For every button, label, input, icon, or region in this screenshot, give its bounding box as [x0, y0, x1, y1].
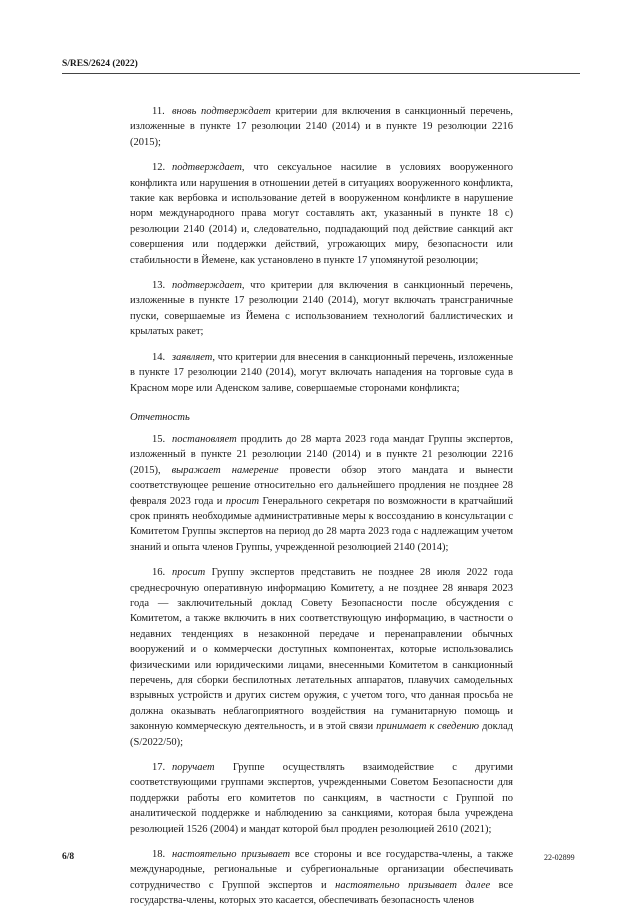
paragraph-11: 11. вновь подтверждает критерии для включения в санкционный перечень, изложенные в пункте 17 резолюции 2140 (2014) и в пункте 19 резолюции 2216 (2015);	[130, 106, 513, 148]
paragraph-13: 13. подтверждает, что критерии для включения в санкционный перечень, изложенные в пункте 17 резолюции 2140 (2014), могут включать трансграничные пуски, совершаемые из Йемена с использованием технологий баллистических и крылатых ракет;	[130, 280, 513, 338]
document-id: 22-02899	[544, 853, 575, 862]
document-code: S/RES/2624 (2022)	[62, 59, 138, 69]
paragraph-14: 14. заявляет, что критерии для внесения в санкционный перечень, изложенные в пункте 17 резолюции 2140 (2014), могут включать нападения на торговые суда в Красном море или Аденском заливе, совершаемые сторонами конфликта;	[130, 351, 513, 394]
page-number: 6/8	[62, 852, 75, 862]
paragraph-12: 12. подтверждает, что сексуальное насилие в условиях вооруженного конфликта или нарушения в отношении детей в ситуациях вооруженного конфликта, такие как вербовка и использование детей в вооруженном конфликте в нарушение норм международного права могут составлять акт, указанный в пункте 18 c) резолюции 2140 (2014) и, следовательно, подпадающий под действие санкций акт совершения или поддержки действий, угрожающих миру, безопасности или стабильности в Йемене, как установлено в пункте 17 упомянутой резолюции;	[130, 162, 513, 266]
header-divider	[62, 73, 580, 74]
section-heading: Отчетность	[130, 411, 190, 423]
paragraph-18: 18. настоятельно призывает все стороны и все государства-члены, а также международные, региональные и субрегиональные организации обеспечивать сотрудничество с Группой экспертов и настоятельно призывает далее все государства-члены, которых это касается, обеспечивать безопасность членов	[130, 849, 514, 907]
paragraph-16: 16. просит Группу экспертов представить не позднее 28 июля 2022 года среднесрочную оперативную информацию Комитету, а не позднее 28 января 2023 года — заключительный доклад Совету Безопасности после обсуждения с Комитетом, а также включить в них соответствующую информацию, в частности о недавних тенденциях в незаконной передаче и перенаправлении обычных вооружений и о коммерчески доступных компонентах, которые использовались физическими или юридическими лицами, внесенными Комитетом в санкционный перечень, для сборки беспилотных летательных аппаратов, плавучих самодельных взрывных устройств и других систем оружия, с учетом того, что данная просьба не должна оказывать неблагоприятного воздействия на гуманитарную помощь и законную коммерческую деятельность, и в этой связи принимает к сведению доклад (S/2022/50);	[130, 567, 514, 748]
document-body	[130, 104, 513, 919]
paragraph-15: 15. постановляет продлить до 28 марта 2023 года мандат Группы экспертов, изложенный в пункте 21 резолюции 2140 (2014) и в пункте 21 резолюции 2216 (2015), выражает намерение провести обзор этого мандата и вынести соответствующее решение относительно его дальнейшего продления не позднее 28 февраля 2023 года и просит Генерального секретаря по возможности в кратчайший срок принять необходимые административные меры к воссозданию в консультации с Комитетом Группы экспертов на период до 28 марта 2023 года с надлежащим учетом знаний и опыта членов Группы, учрежденной резолюцией 2140 (2014);	[130, 433, 513, 553]
paragraph-17: 17. поручает Группе осуществлять взаимодействие с другими соответствующими группами экспертов, учрежденными Советом Безопасности для поддержки работы его комитетов по санкциям, в частности с Группой по аналитической поддержке и наблюдению за санкциями, которая была учреждена резолюцией 1526 (2004) и мандат которой был продлен резолюцией 2610 (2021);	[130, 762, 513, 835]
